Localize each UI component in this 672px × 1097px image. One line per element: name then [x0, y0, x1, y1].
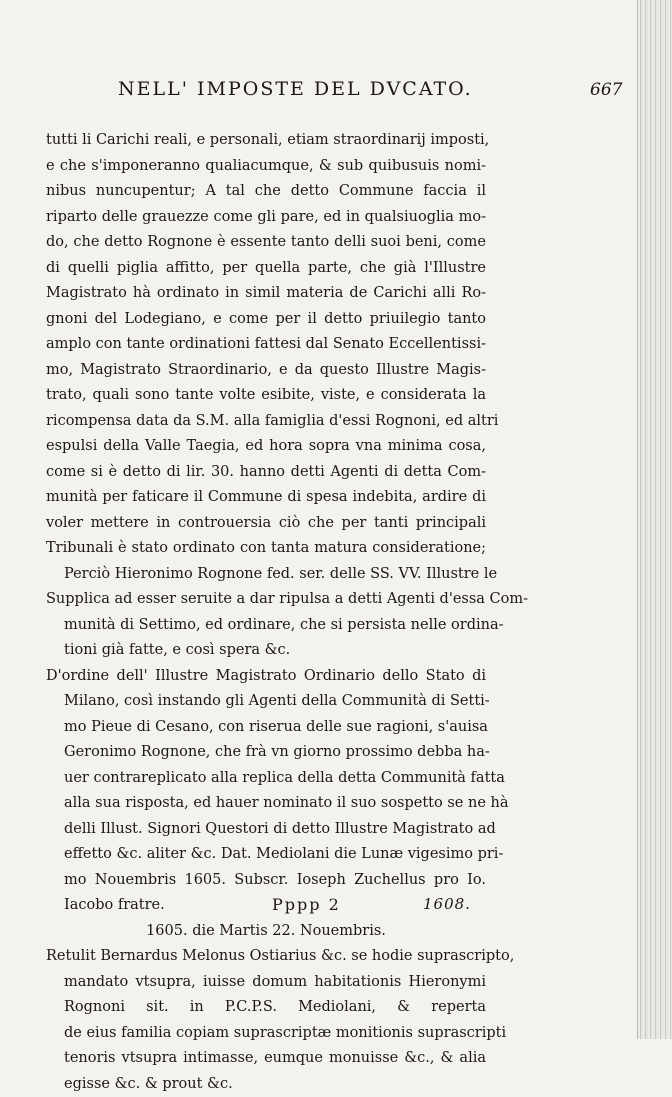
text-line: Retulit Bernardus Melonus Ostiarius &c. se hodie suprascripto,	[46, 944, 486, 970]
text-line: amplo con tante ordinationi fattesi dal Senato Eccellentissi-	[46, 332, 486, 358]
signature-mark: Pppp 2	[272, 895, 341, 914]
running-head: NELL' IMPOSTE DEL DVCATO.	[118, 78, 588, 100]
text-line: mandato vtsupra, iuisse domum habitationis Hieronymi	[46, 970, 486, 996]
text-line: di quelli piglia affitto, per quella parte, che già l'Illustre	[46, 256, 486, 282]
text-line: munità di Settimo, ed ordinare, che si persista nelle ordina-	[46, 613, 486, 639]
text-line: Geronimo Rognone, che frà vn giorno prossimo debba ha-	[46, 740, 486, 766]
text-line: e che s'imponeranno qualiacumque, & sub quibusuis nomi-	[46, 154, 486, 180]
text-line: trato, quali sono tante volte esibite, viste, e considerata la	[46, 383, 486, 409]
text-line: de eius familia copiam suprascriptæ monitionis suprascripti	[46, 1021, 486, 1047]
text-line: munità per faticare il Commune di spesa indebita, ardire di	[46, 485, 486, 511]
text-line: 1605. die Martis 22. Nouembris.	[46, 919, 486, 945]
text-line: come si è detto di lir. 30. hanno detti Agenti di detta Com-	[46, 460, 486, 486]
body-text	[46, 128, 486, 1097]
text-line: espulsi della Valle Taegia, ed hora sopra vna minima cosa,	[46, 434, 486, 460]
text-line: do, che detto Rognone è essente tanto delli suoi beni, come	[46, 230, 486, 256]
text-line: voler mettere in controuersia ciò che per tanti principali	[46, 511, 486, 537]
text-line: delli Illust. Signori Questori di detto Illustre Magistrato ad	[46, 817, 486, 843]
text-line: Supplica ad esser seruite a dar ripulsa a detti Agenti d'essa Com-	[46, 587, 486, 613]
text-line: mo, Magistrato Straordinario, e da questo Illustre Magis-	[46, 358, 486, 384]
text-line: tioni già fatte, e così spera &c.	[46, 638, 486, 664]
text-line: D'ordine dell' Illustre Magistrato Ordinario dello Stato di	[46, 664, 486, 690]
text-line: tenoris vtsupra intimasse, eumque monuisse &c., & alia	[46, 1046, 486, 1072]
text-line: Magistrato hà ordinato in simil materia de Carichi alli Ro-	[46, 281, 486, 307]
text-line: riparto delle grauezze come gli pare, ed in qualsiuoglia mo-	[46, 205, 486, 231]
text-line: Rognoni sit. in P.C.P.S. Mediolani, & reperta	[46, 995, 486, 1021]
text-line: mo Nouembris 1605. Subscr. Ioseph Zuchellus pro Io.	[46, 868, 486, 894]
page-edge-stack	[637, 0, 672, 1039]
text-line: uer contrareplicato alla replica della detta Communità fatta	[46, 766, 486, 792]
text-line: egisse &c. & prout &c.	[46, 1072, 486, 1097]
text-line: nibus nuncupentur; A tal che detto Commune faccia il	[46, 179, 486, 205]
page-number: 667	[590, 80, 622, 100]
text-line: effetto &c. aliter &c. Dat. Mediolani die Lunæ vigesimo pri-	[46, 842, 486, 868]
text-line: ricompensa data da S.M. alla famiglia d'essi Rognoni, ed altri	[46, 409, 486, 435]
text-line: Milano, così instando gli Agenti della Communità di Setti-	[46, 689, 486, 715]
text-line: Tribunali è stato ordinato con tanta matura consideratione;	[46, 536, 486, 562]
text-line: Iacobo fratre.	[46, 893, 486, 919]
text-line: gnoni del Lodegiano, e come per il detto priuilegio tanto	[46, 307, 486, 333]
text-line: mo Pieue di Cesano, con riserua delle sue ragioni, s'auisa	[46, 715, 486, 741]
text-line: alla sua risposta, ed hauer nominato il suo sospetto se ne hà	[46, 791, 486, 817]
text-line: Perciò Hieronimo Rognone fed. ser. delle SS. VV. Illustre le	[46, 562, 486, 588]
catchword: 1608.	[423, 895, 471, 913]
text-line: tutti li Carichi reali, e personali, etiam straordinarij imposti,	[46, 128, 486, 154]
